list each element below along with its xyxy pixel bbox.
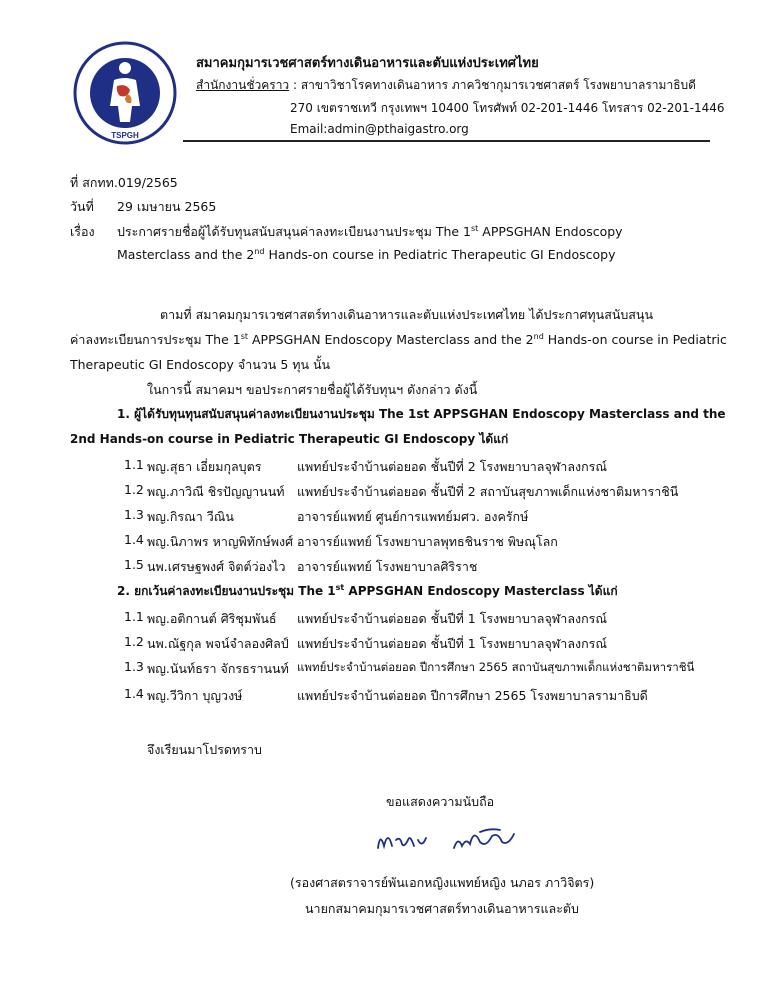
section-1-heading-line-2: 2nd Hands-on course in Pediatric Therapeutic GI Endoscopy ได้แก่ <box>70 432 509 446</box>
recipient-position: อาจารย์แพทย์ ศูนย์การแพทย์มศว. องครักษ์ <box>297 509 529 524</box>
tspgh-logo <box>70 40 180 146</box>
recipient-name: พญ.นิภาพร หาญพิทักษ์พงศ์ <box>147 534 294 549</box>
email[interactable]: Email:admin@pthaigastro.org <box>290 122 469 136</box>
list-item-number: 1.2 <box>124 634 144 649</box>
office-line <box>196 76 696 95</box>
list-item-number: 1.3 <box>124 659 144 674</box>
recipient-name: พญ.นันท์ธรา จักรธรานนท์ <box>147 661 289 676</box>
section-1-heading-line-1: 1. ผู้ได้รับทุนทุนสนับสนุนค่าลงทะเบียนงานประชุม The 1st APPSGHAN Endoscopy Masterclass and the <box>117 407 726 421</box>
office-label: สำนักงานชั่วคราว <box>196 78 290 92</box>
list-item-number: 1.3 <box>124 507 144 522</box>
recipient-name: พญ.กิรณา วีณิน <box>147 509 234 524</box>
paragraph-1-line-3: Therapeutic GI Endoscopy จำนวน 5 ทุน นั้น <box>70 357 331 372</box>
handwritten-signature <box>370 818 530 860</box>
section-2-heading: 2. ยกเว้นค่าลงทะเบียนงานประชุม The 1st APPSGHAN Endoscopy Masterclass ได้แก่ <box>117 583 618 598</box>
subject-line-2: Masterclass and the 2nd Hands-on course in Pediatric Therapeutic GI Endoscopy <box>117 246 616 262</box>
recipient-name: พญ.วีวิกา บุญวงษ์ <box>147 688 243 703</box>
closing-text: จึงเรียนมาโปรดทราบ <box>147 742 262 757</box>
recipient-position: แพทย์ประจำบ้านต่อยอด ปีการศึกษา 2565 สถาบันสุขภาพเด็กแห่งชาติมหาราชินี <box>297 660 695 674</box>
date-label: วันที่ <box>70 199 94 214</box>
recipient-position: อาจารย์แพทย์ โรงพยาบาลศิริราช <box>297 559 478 574</box>
org-name: สมาคมกุมารเวชศาสตร์ทางเดินอาหารและตับแห่งประเทศไทย <box>196 56 539 71</box>
recipient-position: แพทย์ประจำบ้านต่อยอด ปีการศึกษา 2565 โรงพยาบาลรามาธิบดี <box>297 688 648 703</box>
recipient-position: อาจารย์แพทย์ โรงพยาบาลพุทธชินราช พิษณุโลก <box>297 534 558 549</box>
regards-text: ขอแสดงความนับถือ <box>386 794 495 809</box>
list-item-number: 1.1 <box>124 609 144 624</box>
recipient-name: พญ.สุธา เอี่ยมกุลบุตร <box>147 459 262 474</box>
recipient-name: พญ.ภาวิณี ชิรปัญญานนท์ <box>147 484 285 499</box>
recipient-position: แพทย์ประจำบ้านต่อยอด ชั้นปีที่ 1 โรงพยาบาลจุฬาลงกรณ์ <box>297 611 607 626</box>
subject-label: เรื่อง <box>70 224 95 239</box>
logo-text: TSPGH <box>111 131 139 140</box>
recipient-position: แพทย์ประจำบ้านต่อยอด ชั้นปีที่ 2 โรงพยาบาลจุฬาลงกรณ์ <box>297 459 607 474</box>
list-item-number: 1.2 <box>124 482 144 497</box>
paragraph-2: ในการนี้ สมาคมฯ ขอประกาศรายชื่อผู้ได้รับทุนฯ ดังกล่าว ดังนี้ <box>147 382 478 397</box>
date-value: 29 เมษายน 2565 <box>117 199 217 214</box>
subject-line-1: ประกาศรายชื่อผู้ได้รับทุนสนับสนุนค่าลงทะเบียนงานประชุม The 1st APPSGHAN Endoscopy <box>117 223 623 239</box>
signatory-title: นายกสมาคมกุมารเวชศาสตร์ทางเดินอาหารและตับ <box>305 901 579 916</box>
reference-number: ที่ สกทท.019/2565 <box>70 175 178 190</box>
recipient-position: แพทย์ประจำบ้านต่อยอด ชั้นปีที่ 1 โรงพยาบาลจุฬาลงกรณ์ <box>297 636 607 651</box>
list-item-number: 1.5 <box>124 557 144 572</box>
list-item-number: 1.4 <box>124 532 144 547</box>
header-rule <box>183 140 710 142</box>
list-item-number: 1.4 <box>124 686 144 701</box>
recipient-name: นพ.เศรษฐพงศ์ จิตต์ว่องไว <box>147 559 286 574</box>
recipient-name: พญ.อติกานต์ ศิริชุมพันธ์ <box>147 611 277 626</box>
paragraph-1-line-1: ตามที่ สมาคมกุมารเวชศาสตร์ทางเดินอาหารและตับแห่งประเทศไทย ได้ประกาศทุนสนับสนุน <box>160 307 654 322</box>
recipient-name: นพ.ณัฐกุล พจน์จำลองศิลป์ <box>147 636 289 651</box>
address: 270 เขตราชเทวี กรุงเทพฯ 10400 โทรศัพท์ 02-201-1446 โทรสาร 02-201-1446 <box>290 101 725 115</box>
signatory-name: (รองศาสตราจารย์พันเอกหญิงแพทย์หญิง นภอร ภาวิจิตร) <box>290 875 595 890</box>
paragraph-1-line-2: ค่าลงทะเบียนการประชุม The 1st APPSGHAN Endoscopy Masterclass and the 2nd Hands-on course in Pediatric <box>70 331 727 347</box>
office-detail: : สาขาวิชาโรคทางเดินอาหาร ภาควิชากุมารเวชศาสตร์ โรงพยาบาลรามาธิบดี <box>289 78 696 92</box>
list-item-number: 1.1 <box>124 457 144 472</box>
recipient-position: แพทย์ประจำบ้านต่อยอด ชั้นปีที่ 2 สถาบันสุขภาพเด็กแห่งชาติมหาราชินี <box>297 484 679 499</box>
